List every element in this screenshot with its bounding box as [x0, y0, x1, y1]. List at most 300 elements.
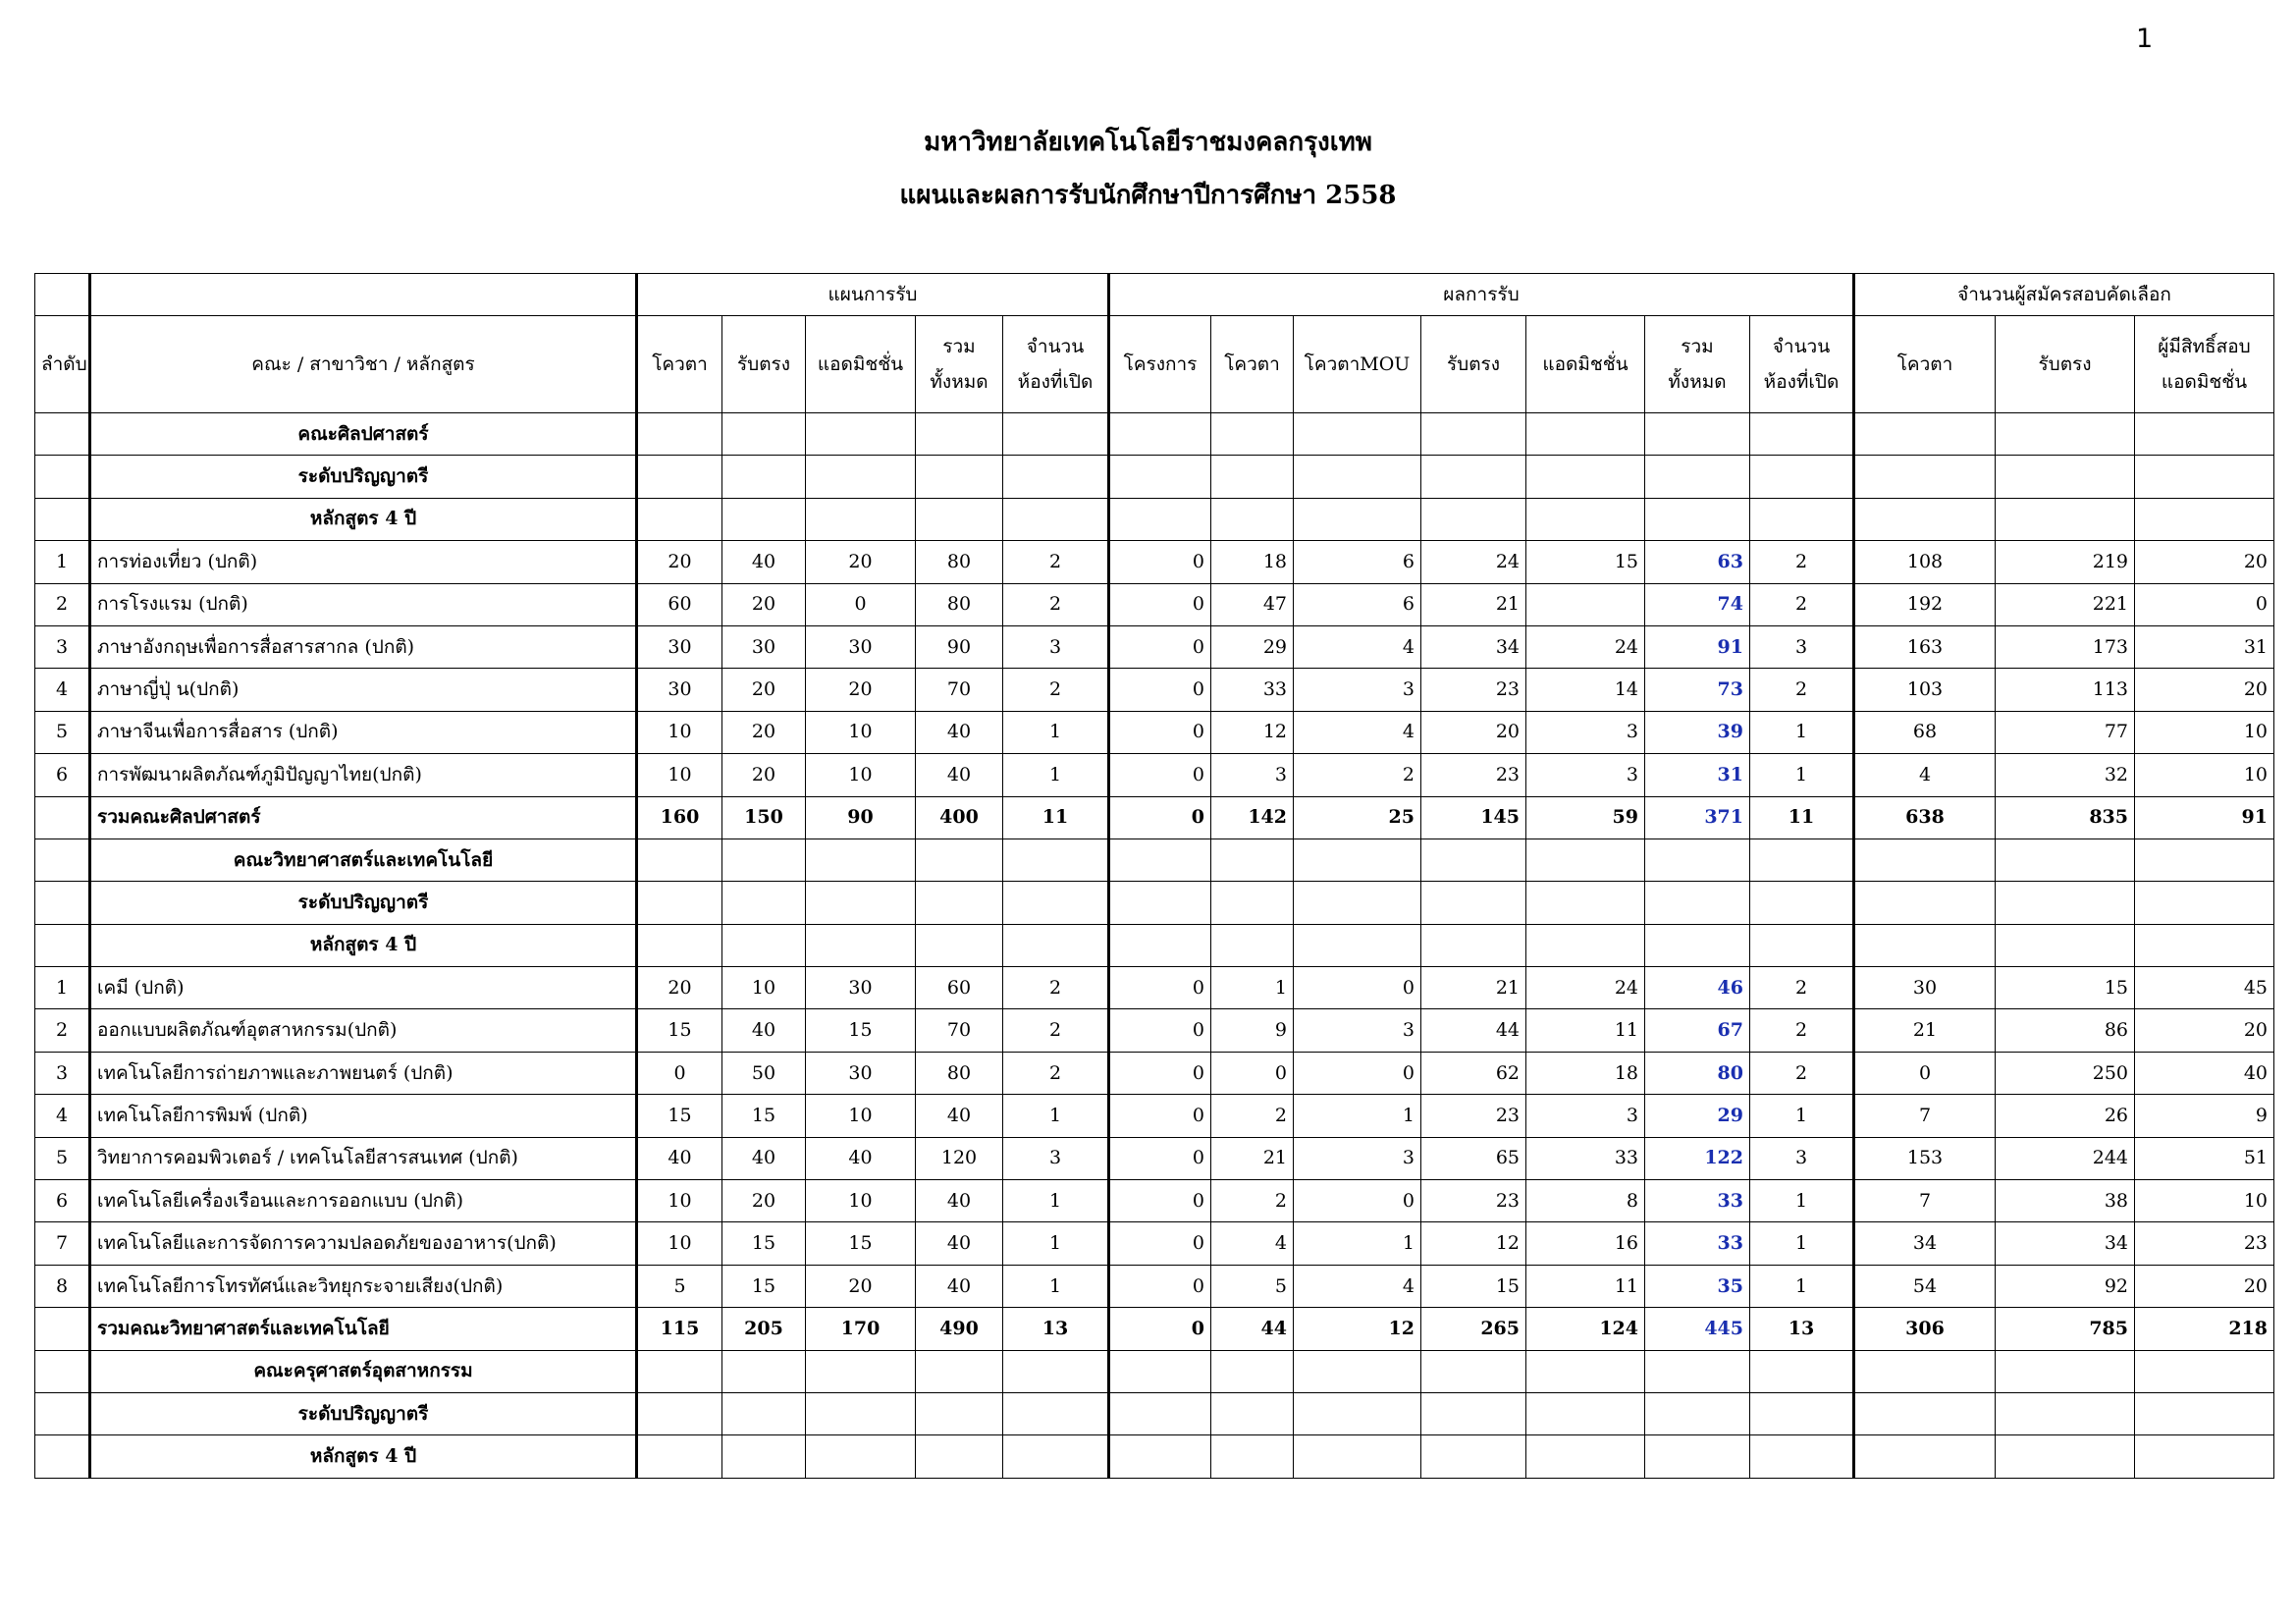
- program-name: เทคโนโลยีการพิมพ์ (ปกติ): [90, 1095, 637, 1137]
- header-res-admission: แอดมิชชั่น: [1526, 316, 1645, 413]
- value-cell: [1645, 882, 1750, 924]
- value-cell: 30: [806, 625, 916, 668]
- value-cell: 25: [1294, 796, 1421, 839]
- section-title: คณะครุศาสตร์อุตสาหกรรม: [90, 1350, 637, 1392]
- header-plan-admission: แอดมิชชั่น: [806, 316, 916, 413]
- value-cell: 4: [1211, 1222, 1294, 1265]
- value-cell: 0: [2135, 583, 2274, 625]
- value-cell: 39: [1645, 711, 1750, 753]
- value-cell: [1854, 1435, 1996, 1478]
- table-row: [35, 1009, 2274, 1052]
- value-cell: 1: [1003, 711, 1109, 753]
- value-cell: 1: [1211, 967, 1294, 1009]
- row-number: [35, 882, 90, 924]
- value-cell: [1996, 413, 2135, 456]
- value-cell: [1645, 1350, 1750, 1392]
- value-cell: [1109, 1350, 1211, 1392]
- value-cell: [916, 924, 1003, 966]
- value-cell: 10: [806, 1095, 916, 1137]
- value-cell: [916, 1392, 1003, 1434]
- value-cell: 0: [1854, 1052, 1996, 1094]
- value-cell: 23: [2135, 1222, 2274, 1265]
- table-row: [35, 583, 2274, 625]
- value-cell: 2: [1003, 967, 1109, 1009]
- value-cell: [1003, 498, 1109, 540]
- row-number: 3: [35, 625, 90, 668]
- value-cell: [2135, 882, 2274, 924]
- value-cell: 10: [806, 754, 916, 796]
- value-cell: 0: [1109, 967, 1211, 1009]
- value-cell: 35: [1645, 1265, 1750, 1307]
- value-cell: 20: [2135, 669, 2274, 711]
- row-number: [35, 796, 90, 839]
- value-cell: [1645, 456, 1750, 498]
- value-cell: 2: [1750, 541, 1854, 583]
- value-cell: 60: [916, 967, 1003, 1009]
- value-cell: 18: [1211, 541, 1294, 583]
- value-cell: 20: [722, 1180, 806, 1222]
- value-cell: 4: [1294, 711, 1421, 753]
- value-cell: [722, 1350, 806, 1392]
- row-number: 6: [35, 1180, 90, 1222]
- admission-table: [34, 273, 2274, 1479]
- value-cell: [1109, 456, 1211, 498]
- value-cell: [1996, 882, 2135, 924]
- value-cell: [1109, 1392, 1211, 1434]
- section-row: [35, 882, 2274, 924]
- value-cell: [637, 498, 722, 540]
- value-cell: [1109, 839, 1211, 881]
- value-cell: 29: [1645, 1095, 1750, 1137]
- value-cell: 10: [806, 711, 916, 753]
- value-cell: [1003, 1435, 1109, 1478]
- value-cell: 1: [1750, 1222, 1854, 1265]
- value-cell: 124: [1526, 1308, 1645, 1350]
- value-cell: 15: [722, 1222, 806, 1265]
- value-cell: [1526, 583, 1645, 625]
- value-cell: 1: [1294, 1095, 1421, 1137]
- header-res-total-line1: รวม: [1681, 335, 1714, 357]
- value-cell: 20: [806, 1265, 916, 1307]
- header-res-total-line2: ทั้งหมด: [1668, 371, 1727, 393]
- section-row: [35, 924, 2274, 966]
- value-cell: 3: [1526, 754, 1645, 796]
- value-cell: 0: [1109, 796, 1211, 839]
- value-cell: 34: [1854, 1222, 1996, 1265]
- value-cell: 21: [1421, 583, 1526, 625]
- table-row: [35, 754, 2274, 796]
- value-cell: 70: [916, 669, 1003, 711]
- row-number: 4: [35, 1095, 90, 1137]
- value-cell: 638: [1854, 796, 1996, 839]
- value-cell: [1645, 498, 1750, 540]
- value-cell: 0: [1109, 754, 1211, 796]
- table-row: [35, 1222, 2274, 1265]
- value-cell: 38: [1996, 1180, 2135, 1222]
- value-cell: 40: [637, 1137, 722, 1179]
- value-cell: 2: [1211, 1180, 1294, 1222]
- value-cell: [806, 413, 916, 456]
- value-cell: [1645, 1435, 1750, 1478]
- value-cell: 50: [722, 1052, 806, 1094]
- value-cell: 62: [1421, 1052, 1526, 1094]
- value-cell: [1421, 1350, 1526, 1392]
- row-number: [35, 456, 90, 498]
- header-app-admission-line2: แอดมิชชั่น: [2161, 371, 2248, 393]
- value-cell: [1421, 498, 1526, 540]
- value-cell: 244: [1996, 1137, 2135, 1179]
- value-cell: 44: [1421, 1009, 1526, 1052]
- value-cell: [916, 413, 1003, 456]
- section-row: [35, 1350, 2274, 1392]
- row-number: [35, 498, 90, 540]
- value-cell: 15: [1421, 1265, 1526, 1307]
- value-cell: 20: [806, 541, 916, 583]
- value-cell: 108: [1854, 541, 1996, 583]
- value-cell: [1526, 1350, 1645, 1392]
- table-row: [35, 967, 2274, 1009]
- value-cell: 33: [1645, 1180, 1750, 1222]
- value-cell: 15: [637, 1009, 722, 1052]
- value-cell: 40: [722, 1137, 806, 1179]
- value-cell: [1294, 1350, 1421, 1392]
- value-cell: [916, 1350, 1003, 1392]
- row-number: [35, 1308, 90, 1350]
- value-cell: [1109, 413, 1211, 456]
- program-name: ภาษาจีนเพื่อการสื่อสาร (ปกติ): [90, 711, 637, 753]
- value-cell: 26: [1996, 1095, 2135, 1137]
- value-cell: 30: [637, 669, 722, 711]
- row-number: 5: [35, 1137, 90, 1179]
- value-cell: [1854, 498, 1996, 540]
- value-cell: 0: [1109, 625, 1211, 668]
- value-cell: 0: [1109, 541, 1211, 583]
- value-cell: 80: [916, 1052, 1003, 1094]
- value-cell: 90: [806, 796, 916, 839]
- value-cell: 23: [1421, 669, 1526, 711]
- value-cell: 3: [1526, 1095, 1645, 1137]
- value-cell: 221: [1996, 583, 2135, 625]
- value-cell: [806, 1435, 916, 1478]
- value-cell: 1: [1294, 1222, 1421, 1265]
- row-number: [35, 1435, 90, 1478]
- value-cell: 3: [1211, 754, 1294, 796]
- value-cell: 20: [722, 583, 806, 625]
- value-cell: [1003, 1350, 1109, 1392]
- value-cell: 10: [2135, 754, 2274, 796]
- value-cell: 7: [1854, 1095, 1996, 1137]
- value-cell: 3: [1294, 669, 1421, 711]
- program-name: รวมคณะวิทยาศาสตร์และเทคโนโลยี: [90, 1308, 637, 1350]
- header-plan-rooms-line1: จำนวน: [1026, 335, 1085, 357]
- value-cell: [1421, 882, 1526, 924]
- value-cell: 2: [1750, 967, 1854, 1009]
- value-cell: 30: [806, 967, 916, 1009]
- value-cell: 21: [1211, 1137, 1294, 1179]
- value-cell: 74: [1645, 583, 1750, 625]
- header-plan-group: แผนการรับ: [637, 274, 1109, 316]
- value-cell: 10: [2135, 1180, 2274, 1222]
- value-cell: 1: [1750, 711, 1854, 753]
- value-cell: [2135, 1392, 2274, 1434]
- value-cell: [916, 456, 1003, 498]
- value-cell: 30: [722, 625, 806, 668]
- value-cell: [2135, 456, 2274, 498]
- value-cell: [1294, 1435, 1421, 1478]
- value-cell: 11: [1526, 1265, 1645, 1307]
- value-cell: 170: [806, 1308, 916, 1350]
- value-cell: [1996, 1392, 2135, 1434]
- value-cell: 15: [1526, 541, 1645, 583]
- header-plan-rooms: [1003, 316, 1109, 413]
- table-row: [35, 1095, 2274, 1137]
- value-cell: 265: [1421, 1308, 1526, 1350]
- row-number: 7: [35, 1222, 90, 1265]
- value-cell: 3: [1294, 1137, 1421, 1179]
- value-cell: 59: [1526, 796, 1645, 839]
- value-cell: [2135, 1350, 2274, 1392]
- value-cell: 24: [1421, 541, 1526, 583]
- row-number: 6: [35, 754, 90, 796]
- value-cell: [1750, 1392, 1854, 1434]
- section-title: หลักสูตร 4 ปี: [90, 498, 637, 540]
- value-cell: 12: [1294, 1308, 1421, 1350]
- value-cell: 20: [1421, 711, 1526, 753]
- row-number: 1: [35, 967, 90, 1009]
- value-cell: 31: [1645, 754, 1750, 796]
- value-cell: [1996, 498, 2135, 540]
- value-cell: 40: [722, 541, 806, 583]
- value-cell: [1645, 924, 1750, 966]
- value-cell: 1: [1003, 1095, 1109, 1137]
- value-cell: 0: [1211, 1052, 1294, 1094]
- value-cell: 1: [1003, 1180, 1109, 1222]
- value-cell: [637, 924, 722, 966]
- value-cell: 153: [1854, 1137, 1996, 1179]
- value-cell: 2: [1750, 1009, 1854, 1052]
- program-name: การโรงแรม (ปกติ): [90, 583, 637, 625]
- value-cell: 33: [1526, 1137, 1645, 1179]
- value-cell: 0: [1294, 967, 1421, 1009]
- program-name: ออกแบบผลิตภัณฑ์อุตสาหกรรม(ปกติ): [90, 1009, 637, 1052]
- value-cell: [1854, 839, 1996, 881]
- value-cell: 10: [806, 1180, 916, 1222]
- value-cell: [1421, 1392, 1526, 1434]
- value-cell: 163: [1854, 625, 1996, 668]
- header-res-total: [1645, 316, 1750, 413]
- value-cell: [722, 882, 806, 924]
- value-cell: [1750, 498, 1854, 540]
- value-cell: [1211, 456, 1294, 498]
- header-group-row: [35, 274, 2274, 316]
- value-cell: 90: [916, 625, 1003, 668]
- value-cell: 6: [1294, 583, 1421, 625]
- value-cell: 250: [1996, 1052, 2135, 1094]
- page-number: 1: [2136, 24, 2154, 54]
- value-cell: 205: [722, 1308, 806, 1350]
- value-cell: [1750, 1435, 1854, 1478]
- value-cell: 30: [806, 1052, 916, 1094]
- value-cell: 142: [1211, 796, 1294, 839]
- value-cell: [1211, 413, 1294, 456]
- value-cell: 5: [1211, 1265, 1294, 1307]
- value-cell: 34: [1421, 625, 1526, 668]
- value-cell: [1750, 924, 1854, 966]
- value-cell: 2: [1750, 1052, 1854, 1094]
- value-cell: 2: [1003, 1052, 1109, 1094]
- value-cell: [1996, 839, 2135, 881]
- value-cell: [1854, 924, 1996, 966]
- row-number: 3: [35, 1052, 90, 1094]
- value-cell: 67: [1645, 1009, 1750, 1052]
- value-cell: [1526, 882, 1645, 924]
- value-cell: 20: [637, 967, 722, 1009]
- value-cell: 40: [916, 1180, 1003, 1222]
- section-row: [35, 1435, 2274, 1478]
- value-cell: [1645, 839, 1750, 881]
- header-plan-total: [916, 316, 1003, 413]
- value-cell: 6: [1294, 541, 1421, 583]
- value-cell: 2: [1003, 1009, 1109, 1052]
- header-app-quota: โควตา: [1854, 316, 1996, 413]
- value-cell: [1750, 1350, 1854, 1392]
- value-cell: 0: [1109, 669, 1211, 711]
- row-number: 5: [35, 711, 90, 753]
- value-cell: 0: [1109, 583, 1211, 625]
- value-cell: 1: [1003, 1222, 1109, 1265]
- value-cell: [1854, 1350, 1996, 1392]
- value-cell: [1109, 924, 1211, 966]
- table-row: [35, 541, 2274, 583]
- value-cell: 150: [722, 796, 806, 839]
- value-cell: [637, 456, 722, 498]
- value-cell: 0: [1109, 1222, 1211, 1265]
- value-cell: [1003, 839, 1109, 881]
- value-cell: 16: [1526, 1222, 1645, 1265]
- value-cell: [2135, 498, 2274, 540]
- header-res-rooms: [1750, 316, 1854, 413]
- value-cell: 835: [1996, 796, 2135, 839]
- value-cell: [1526, 413, 1645, 456]
- value-cell: [1211, 924, 1294, 966]
- value-cell: [916, 882, 1003, 924]
- value-cell: 12: [1211, 711, 1294, 753]
- value-cell: 192: [1854, 583, 1996, 625]
- header-plan-quota: โควตา: [637, 316, 722, 413]
- value-cell: 45: [2135, 967, 2274, 1009]
- program-name: เทคโนโลยีการโทรทัศน์และวิทยุกระจายเสียง(ปกติ): [90, 1265, 637, 1307]
- value-cell: 51: [2135, 1137, 2274, 1179]
- value-cell: [1421, 413, 1526, 456]
- value-cell: 3: [1003, 625, 1109, 668]
- value-cell: 40: [916, 1222, 1003, 1265]
- report-title: แผนและผลการรับนักศึกษาปีการศึกษา 2558: [899, 181, 1397, 210]
- value-cell: 33: [1211, 669, 1294, 711]
- value-cell: 21: [1854, 1009, 1996, 1052]
- program-name: เคมี (ปกติ): [90, 967, 637, 1009]
- table-row: [35, 1265, 2274, 1307]
- row-number: 4: [35, 669, 90, 711]
- value-cell: [722, 1435, 806, 1478]
- value-cell: [637, 839, 722, 881]
- value-cell: 80: [1645, 1052, 1750, 1094]
- program-name: ภาษาญี่ปุ่ น(ปกติ): [90, 669, 637, 711]
- value-cell: 785: [1996, 1308, 2135, 1350]
- value-cell: 91: [1645, 625, 1750, 668]
- table-row: [35, 669, 2274, 711]
- value-cell: [806, 839, 916, 881]
- value-cell: 3: [1750, 625, 1854, 668]
- total-row: [35, 796, 2274, 839]
- value-cell: 20: [722, 669, 806, 711]
- value-cell: 0: [1109, 711, 1211, 753]
- row-number: [35, 839, 90, 881]
- value-cell: 9: [1211, 1009, 1294, 1052]
- value-cell: 23: [1421, 1180, 1526, 1222]
- value-cell: 40: [916, 711, 1003, 753]
- value-cell: 122: [1645, 1137, 1750, 1179]
- header-blank-cell: [35, 274, 90, 316]
- value-cell: 91: [2135, 796, 2274, 839]
- value-cell: 20: [2135, 1265, 2274, 1307]
- value-cell: 12: [1421, 1222, 1526, 1265]
- value-cell: 218: [2135, 1308, 2274, 1350]
- value-cell: 0: [1109, 1095, 1211, 1137]
- value-cell: 0: [1294, 1180, 1421, 1222]
- row-number: 1: [35, 541, 90, 583]
- value-cell: 68: [1854, 711, 1996, 753]
- header-res-direct: รับตรง: [1421, 316, 1526, 413]
- program-name: วิทยาการคอมพิวเตอร์ / เทคโนโลยีสารสนเทศ (ปกติ): [90, 1137, 637, 1179]
- value-cell: [1854, 882, 1996, 924]
- program-name: รวมคณะศิลปศาสตร์: [90, 796, 637, 839]
- value-cell: 0: [806, 583, 916, 625]
- value-cell: 2: [1211, 1095, 1294, 1137]
- value-cell: [1854, 413, 1996, 456]
- value-cell: 54: [1854, 1265, 1996, 1307]
- value-cell: 3: [1526, 711, 1645, 753]
- value-cell: [1003, 882, 1109, 924]
- value-cell: 10: [637, 1180, 722, 1222]
- header-plan-rooms-line2: ห้องที่เปิด: [1017, 371, 1094, 393]
- value-cell: 113: [1996, 669, 2135, 711]
- value-cell: 2: [1003, 583, 1109, 625]
- value-cell: 445: [1645, 1308, 1750, 1350]
- table-row: [35, 1137, 2274, 1179]
- value-cell: 15: [637, 1095, 722, 1137]
- value-cell: 1: [1750, 1095, 1854, 1137]
- value-cell: [1003, 924, 1109, 966]
- value-cell: 2: [1003, 541, 1109, 583]
- value-cell: [1003, 1392, 1109, 1434]
- value-cell: 3: [1294, 1009, 1421, 1052]
- value-cell: [637, 1435, 722, 1478]
- value-cell: [1109, 498, 1211, 540]
- value-cell: 160: [637, 796, 722, 839]
- value-cell: 11: [1003, 796, 1109, 839]
- value-cell: 0: [1109, 1009, 1211, 1052]
- value-cell: [1996, 924, 2135, 966]
- value-cell: 30: [1854, 967, 1996, 1009]
- value-cell: 73: [1645, 669, 1750, 711]
- value-cell: 115: [637, 1308, 722, 1350]
- value-cell: 13: [1003, 1308, 1109, 1350]
- value-cell: [1421, 839, 1526, 881]
- header-res-rooms-line2: ห้องที่เปิด: [1763, 371, 1840, 393]
- value-cell: [1750, 456, 1854, 498]
- value-cell: [722, 498, 806, 540]
- value-cell: [637, 1392, 722, 1434]
